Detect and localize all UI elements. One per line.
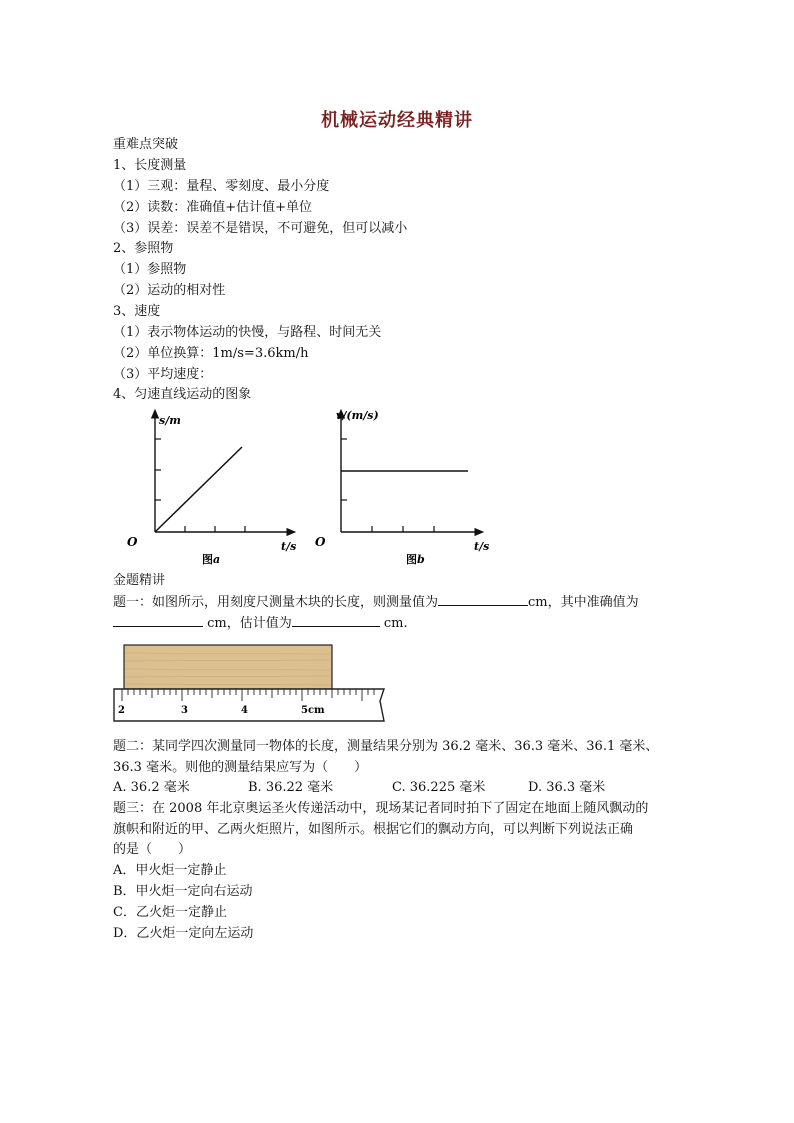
- outline-item: （2）单位换算：1m/s=3.6km/h: [113, 346, 309, 361]
- question-3-line-2: 旗帜和附近的甲、乙两火炬照片，如图所示。根据它们的飘动方向，可以判断下列说法正确: [113, 822, 634, 837]
- outline-item: （2）运动的相对性: [113, 283, 226, 298]
- answer-blank-measurement[interactable]: [438, 592, 528, 606]
- outline-item: （2）读数：准确值+估计值+单位: [113, 200, 313, 215]
- graph-b-x-label: t/s: [474, 540, 490, 553]
- graph-a-st-line: [155, 447, 242, 532]
- question-3-line-3: 的是（ ）: [113, 842, 192, 857]
- question-1-text: cm.: [379, 616, 408, 631]
- outline-item: 4、匀速直线运动的图象: [113, 387, 252, 402]
- question-3-line-1: 题三：在 2008 年北京奥运圣火传递活动中，现场某记者同时拍下了固定在地面上随风飘动的: [113, 801, 649, 816]
- answer-blank-accurate[interactable]: [113, 613, 203, 627]
- question-1-line-1: [113, 592, 639, 612]
- graph-b-caption: 图b: [406, 553, 425, 565]
- graph-b-origin: O: [315, 535, 326, 549]
- outline-item: （1）参照物: [113, 262, 187, 277]
- answer-blank-estimate[interactable]: [292, 613, 380, 627]
- wood-block: [124, 645, 332, 689]
- question-1-line-2: [113, 613, 408, 633]
- outline-item: （1）三观：量程、零刻度、最小分度: [113, 179, 330, 194]
- option-b[interactable]: B. 36.22 毫米: [248, 780, 334, 795]
- outline-item: 1、长度测量: [113, 158, 187, 173]
- outline-item: （3）平均速度：: [113, 367, 213, 382]
- outline-item: 3、速度: [113, 304, 161, 319]
- option-c[interactable]: C．乙火炬一定静止: [113, 905, 227, 920]
- graph-b-y-label: v/(m/s): [336, 409, 379, 422]
- option-c[interactable]: C. 36.225 毫米: [392, 780, 486, 795]
- ruler-label: 2: [118, 705, 125, 716]
- question-1-text: cm，估计值为: [203, 616, 292, 631]
- option-b[interactable]: B．甲火炬一定向右运动: [113, 884, 253, 899]
- question-2-line-2: 36.3 毫米。则他的测量结果应写为（ ）: [113, 760, 368, 775]
- option-d[interactable]: D．乙火炬一定向左运动: [113, 926, 254, 941]
- section-heading: 金题精讲: [113, 573, 166, 588]
- graph-a-x-label: t/s: [281, 540, 297, 553]
- graph-a-y-label: s/m: [159, 414, 181, 427]
- ruler-body: [114, 689, 384, 721]
- question-2-line-1: 题二：某同学四次测量同一物体的长度，测量结果分别为 36.2 毫米、36.3 毫米、36.1 毫米、: [113, 739, 659, 754]
- page-title: 机械运动经典精讲: [321, 110, 473, 131]
- outline-item: （3）误差：误差不是错误，不可避免，但可以减小: [113, 221, 408, 236]
- ruler-label: 5cm: [301, 705, 325, 716]
- outline-item: 2、参照物: [113, 241, 174, 256]
- ruler-figure: [108, 643, 392, 725]
- option-a[interactable]: A. 36.2 毫米: [113, 780, 190, 795]
- ruler-label: 3: [181, 705, 188, 716]
- option-a[interactable]: A．甲火炬一定静止: [113, 863, 227, 878]
- ruler-label: 4: [241, 705, 248, 716]
- option-d[interactable]: D. 36.3 毫米: [528, 780, 606, 795]
- graph-b-vt: [308, 405, 498, 565]
- question-1-text: 题一：如图所示，用刻度尺测量木块的长度，则测量值为: [113, 595, 439, 610]
- graph-a-st: [120, 405, 305, 565]
- graph-a-caption: 图a: [202, 553, 221, 565]
- question-1-text: cm，其中准确值为: [528, 595, 639, 610]
- graph-a-origin: O: [127, 535, 138, 549]
- outline-item: （1）表示物体运动的快慢，与路程、时间无关: [113, 325, 382, 340]
- section-heading: 重难点突破: [113, 137, 179, 152]
